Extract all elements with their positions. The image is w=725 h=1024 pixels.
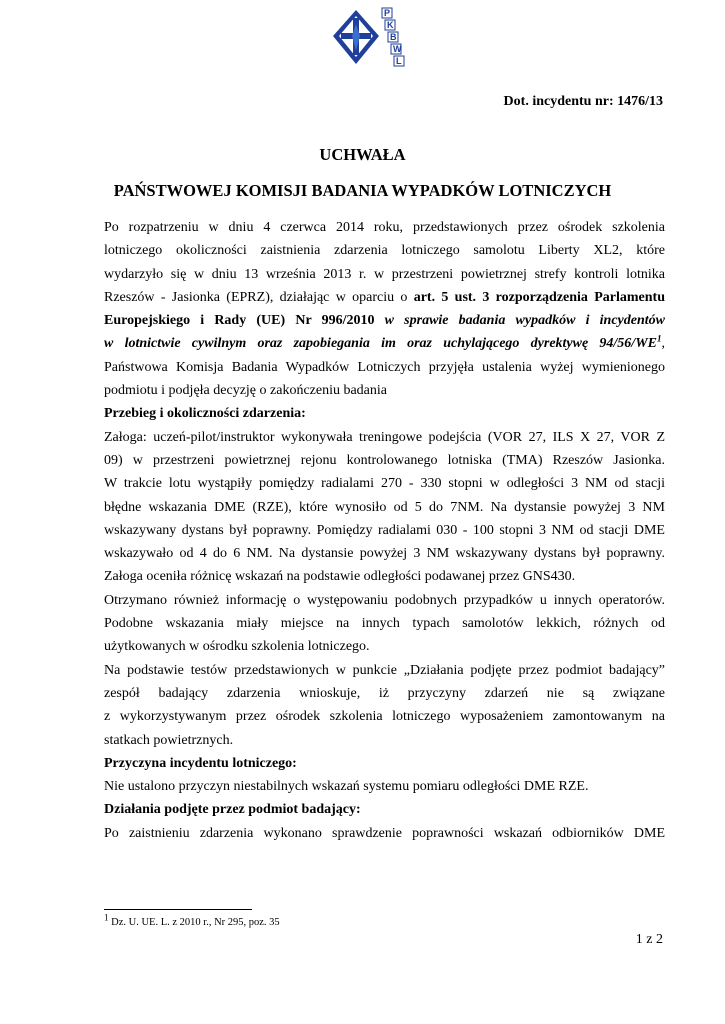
intro-paragraph — [104, 216, 665, 402]
pkbwl-logo — [327, 6, 417, 72]
footnote-divider — [104, 909, 252, 910]
text-line: Po rozpatrzeniu w dniu 4 czerwca 2014 roku, przedstawionych przez ośrodek szkolenia — [104, 220, 665, 235]
text-line: Po zaistnieniu zdarzenia wykonano sprawdzenie poprawności wskazań odbiorników DME — [104, 825, 665, 841]
text-line: wskazywało od 4 do 6 NM. Na dystansie powyżej 3 NM wskazywany dystans był poprawny. — [104, 546, 665, 562]
text-line: Podobne wskazania miały miejsce na innych typach samolotów lekkich, różnych od — [104, 616, 665, 632]
text-line: błędne wskazania DME (RZE), które wynosiło od 5 do 7NM. Na dystansie powyżej 3 NM — [104, 499, 665, 515]
logo-letter: L — [396, 56, 402, 66]
text-line: lotniczego okoliczności zaistnienia zdarzenia lotniczego samolotu Liberty XL2, które — [104, 243, 665, 259]
text-line: Załoga: uczeń-pilot/instruktor wykonywała treningowe podejścia (VOR 27, ILS X 27, VOR Z — [104, 429, 665, 445]
logo-letter: B — [390, 32, 397, 42]
text-line: Nie ustalono przyczyn niestabilnych wskazań systemu pomiaru odległości DME RZE. — [104, 779, 589, 795]
commission-name: PAŃSTWOWEJ KOMISJI BADANIA WYPADKÓW LOTNICZYCH — [113, 181, 612, 200]
text-line: wskazywany dystans był poprawny. Pomiędzy radialami 030 - 100 stopni 3 NM od stacji DME — [104, 522, 665, 538]
section-heading — [104, 752, 665, 775]
text-line: Państwowa Komisja Badania Wypadków Lotniczych przyjęła ustalenia wyżej wymienionego — [104, 359, 665, 375]
text-line: podmiotu i podjęła decyzję o zakończeniu badania — [104, 383, 388, 399]
section-heading — [104, 402, 665, 425]
document-body — [104, 216, 665, 845]
text-line: użytkowanych w ośrodku szkolenia lotniczego. — [104, 639, 370, 655]
text-line — [104, 309, 665, 332]
regulation-title: w lotnictwie cywilnym oraz zapobiegania im oraz uchylającego dyrektywę 94/56/WE — [104, 336, 657, 352]
heading-text: Przyczyna incydentu lotniczego: — [104, 755, 297, 771]
regulation-ref: Europejskiego i Rady (UE) Nr 996/2010 — [104, 313, 375, 329]
heading-text: Przebieg i okoliczności zdarzenia: — [104, 406, 306, 422]
cause-paragraph — [104, 775, 665, 798]
text-line: zespół badający zdarzenia wnioskuje, iż przyczyny zdarzeń nie są związane — [104, 685, 665, 701]
text-line: W trakcie lotu wystąpiły pomiędzy radialami 270 - 330 stopni w odległości 3 NM od stacji — [104, 476, 665, 492]
footnote — [104, 912, 280, 928]
regulation-ref: art. 5 ust. 3 rozporządzenia Parlamentu — [413, 289, 665, 305]
actions-paragraph — [104, 822, 665, 845]
incident-number: Dot. incydentu nr: 1476/13 — [503, 94, 663, 109]
footnote-marker: 1 — [657, 333, 662, 344]
text-line: wydarzyło się w dniu 13 września 2013 r. w przestrzeni powietrznej strefy kontroli lotnika — [104, 266, 665, 282]
logo-letter: P — [384, 8, 391, 18]
text-line: Otrzymano również informację o występowaniu podobnych przypadków u innych operatorów. — [104, 592, 665, 608]
regulation-title: w sprawie badania wypadków i incydentów — [374, 313, 665, 329]
heading-text: Działania podjęte przez podmiot badający: — [104, 802, 361, 818]
text-line: Załoga oceniła różnicę wskazań na podstawie odległości podawanej przez GNS430. — [104, 569, 576, 585]
section-heading — [104, 798, 665, 821]
footnote-number: 1 — [104, 912, 109, 923]
text-fragment: , — [661, 336, 665, 352]
page-number: 1 z 2 — [635, 932, 663, 947]
text-line — [104, 286, 665, 309]
logo-letter: W — [393, 44, 402, 54]
text-line — [104, 332, 665, 355]
text-line: statkach powietrznych. — [104, 732, 234, 748]
text-fragment: Rzeszów - Jasionka (EPRZ), działając w oparciu o — [104, 289, 414, 305]
footnote-text: Dz. U. UE. L. z 2010 r., Nr 295, poz. 35 — [108, 917, 280, 928]
text-line: Na podstawie testów przedstawionych w punkcie „Działania podjęte przez podmiot badający” — [104, 662, 665, 678]
circumstances-paragraph — [104, 426, 665, 752]
text-line: z wykorzystywanym przez ośrodek szkolenia lotniczego wyposażeniem zamontowanym na — [104, 709, 665, 725]
text-line: 09) w przestrzeni powietrznej rejonu kontrolowanego lotniska (TMA) Rzeszów Jasionka. — [104, 452, 665, 468]
document-title: UCHWAŁA — [319, 145, 406, 164]
logo-letter: K — [387, 20, 394, 30]
